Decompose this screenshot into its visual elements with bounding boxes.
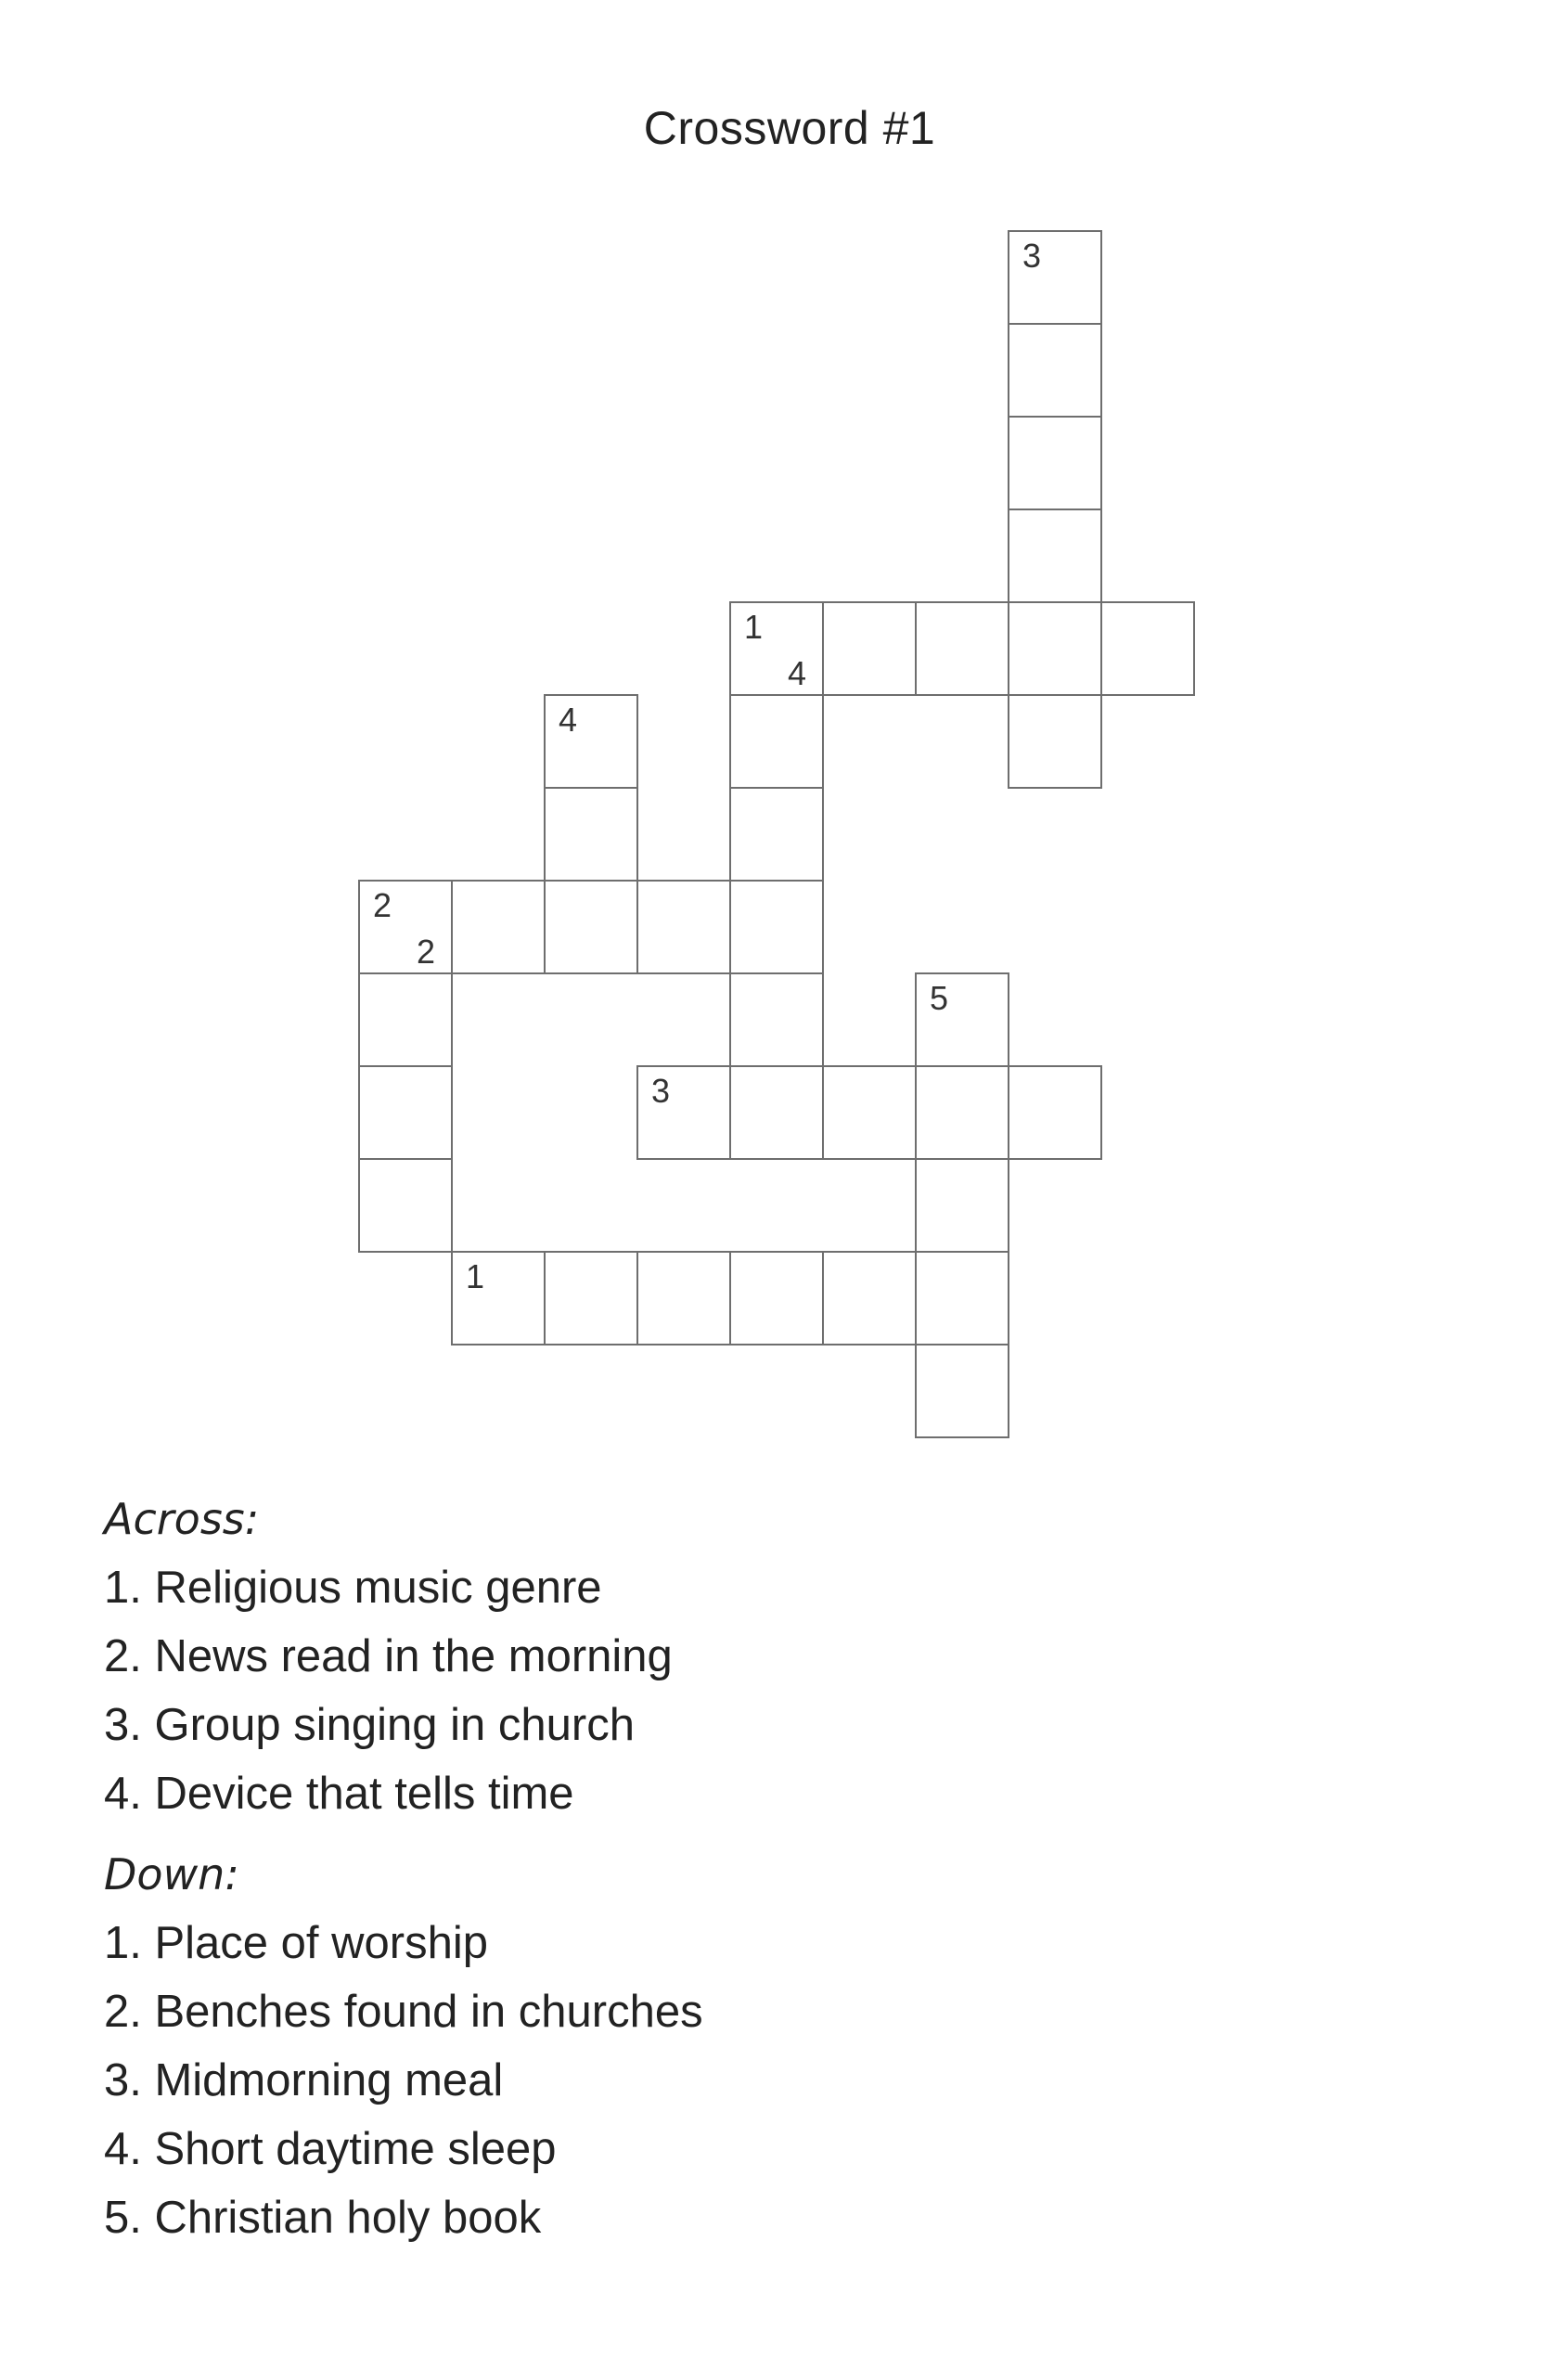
crossword-cell[interactable] [915, 1065, 1009, 1160]
page-title: Crossword #1 [643, 102, 936, 154]
clue-number: 4 [788, 654, 807, 692]
crossword-cell[interactable] [822, 601, 917, 696]
down-clue: 4. Short daytime sleep [104, 2124, 557, 2174]
across-clues [104, 1485, 1403, 1828]
crossword-cell[interactable] [544, 787, 638, 882]
clue-number: 2 [417, 933, 436, 971]
down-clues [104, 1840, 1403, 2252]
crossword-cell[interactable] [451, 880, 546, 974]
crossword-cell[interactable] [729, 787, 824, 882]
crossword-cell[interactable] [1008, 509, 1102, 603]
across-clue: 3. Group singing in church [104, 1700, 635, 1750]
crossword-cell[interactable] [729, 1251, 824, 1345]
crossword-cell[interactable] [915, 1158, 1009, 1253]
across-clue: 1. Religious music genre [104, 1563, 602, 1613]
crossword-cell[interactable] [636, 880, 731, 974]
clue-number: 5 [930, 979, 949, 1017]
crossword-cell[interactable] [358, 1065, 453, 1160]
crossword-cell[interactable] [729, 972, 824, 1067]
crossword-cell[interactable] [636, 1251, 731, 1345]
crossword-cell[interactable] [729, 1065, 824, 1160]
crossword-cell[interactable] [729, 694, 824, 789]
across-clue: 2. News read in the morning [104, 1631, 673, 1681]
crossword-cell[interactable] [358, 972, 453, 1067]
clue-number: 2 [373, 886, 392, 924]
clue-number: 3 [1022, 237, 1042, 275]
down-clue: 5. Christian holy book [104, 2193, 542, 2243]
crossword-cell[interactable] [1100, 601, 1195, 696]
down-clue: 2. Benches found in churches [104, 1987, 703, 2037]
crossword-cell[interactable] [544, 880, 638, 974]
down-heading: Down: [104, 1849, 239, 1899]
crossword-cell[interactable] [822, 1065, 917, 1160]
across-clue: 4. Device that tells time [104, 1769, 574, 1819]
down-clue: 3. Midmorning meal [104, 2055, 504, 2105]
crossword-cell[interactable] [1008, 323, 1102, 418]
across-heading: Across: [104, 1494, 260, 1544]
crossword-cell[interactable] [915, 1251, 1009, 1345]
crossword-cell[interactable] [1008, 416, 1102, 510]
crossword-cell[interactable] [1008, 694, 1102, 789]
clue-number: 3 [651, 1072, 671, 1110]
clue-number: 4 [559, 701, 578, 739]
crossword-cell[interactable] [915, 601, 1009, 696]
down-clue: 1. Place of worship [104, 1918, 488, 1968]
clue-number: 1 [466, 1257, 485, 1295]
crossword-cell[interactable] [1008, 1065, 1102, 1160]
crossword-cell[interactable] [1008, 601, 1102, 696]
crossword-cell[interactable] [544, 1251, 638, 1345]
crossword-cell[interactable] [358, 1158, 453, 1253]
crossword-cell[interactable] [822, 1251, 917, 1345]
crossword-cell[interactable] [915, 1344, 1009, 1438]
clue-number: 1 [744, 608, 764, 646]
crossword-cell[interactable] [729, 880, 824, 974]
